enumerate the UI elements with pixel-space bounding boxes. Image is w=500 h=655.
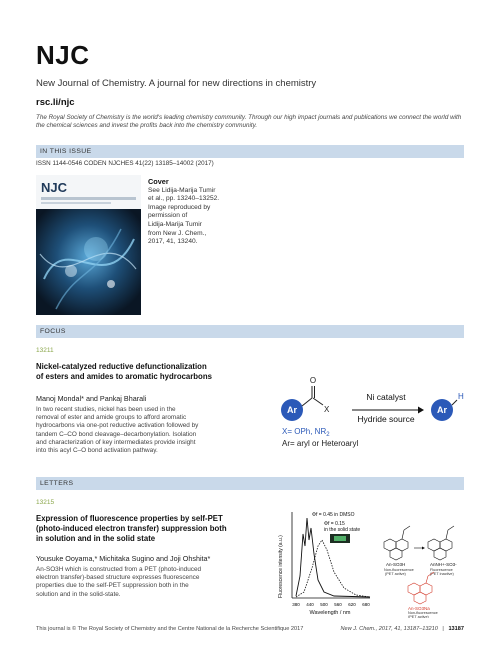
cover-line: et al., pp. 13240–13252. bbox=[148, 195, 220, 203]
footer-copyright: This journal is © The Royal Society of Chemistry and the Centre National de la Recherche Scientifique 2017 bbox=[36, 626, 304, 632]
cover-line: Lidija-Marija Tumir bbox=[148, 220, 202, 228]
mol3-desc: Non-fluorescence bbox=[408, 611, 438, 615]
catalyst-label: Ni catalyst bbox=[366, 392, 406, 402]
abstract-line: properties due to the self-PET suppression both in the bbox=[36, 582, 189, 590]
page-footer bbox=[36, 626, 464, 632]
mol2-name: AnNH+-SO3- bbox=[430, 562, 457, 567]
footer-page-number: 13187 bbox=[448, 626, 464, 632]
title-line: Nickel-catalyzed reductive defunctionalization bbox=[36, 362, 207, 371]
title-line: Expression of fluorescence properties by self-PET bbox=[36, 514, 223, 523]
abstract-line: hydrocarbons via one-pot reductive activation followed by bbox=[36, 422, 199, 430]
cover-title-bar bbox=[41, 202, 111, 204]
journal-url[interactable]: rsc.li/njc bbox=[36, 97, 75, 108]
abstract-line: solution and in the solid-state. bbox=[36, 590, 121, 598]
x-tick-label: 440 bbox=[306, 602, 314, 607]
section-band-in-this-issue: IN THIS ISSUE bbox=[36, 145, 464, 158]
focus-authors: Manoj Mondal* and Pankaj Bharali bbox=[36, 394, 147, 403]
phi-dmso-label: Φf = 0.45 in DMSO bbox=[312, 512, 355, 518]
bond-line bbox=[452, 400, 457, 405]
x-def-text: X= OPh, NR bbox=[282, 427, 327, 436]
solid-sample-glow bbox=[334, 536, 346, 541]
cover-heading: Cover bbox=[148, 177, 169, 186]
phi-solid-label-2: in the solid state bbox=[324, 527, 361, 533]
x-tick-label: 560 bbox=[334, 602, 342, 607]
ar-definition: Ar= aryl or Heteroaryl bbox=[282, 439, 359, 448]
product-ar-label: Ar bbox=[436, 405, 448, 415]
section-band-letters: LETTERS bbox=[36, 477, 464, 490]
focus-article-title[interactable] bbox=[36, 362, 276, 382]
leaving-group-x: X bbox=[324, 405, 330, 414]
letters-abstract bbox=[36, 566, 268, 599]
solid-spectrum bbox=[296, 540, 370, 597]
mol1-desc: Non-fluorescence bbox=[384, 568, 414, 572]
x-ticks bbox=[292, 602, 370, 607]
x-tick-label: 380 bbox=[292, 602, 300, 607]
title-line: (photo-induced electron transfer) suppression both bbox=[36, 524, 227, 533]
issue-meta: ISSN 1144-0546 CODEN NJCHES 41(22) 13185–14002 (2017) bbox=[36, 160, 214, 167]
mol2-desc: (PET inactive) bbox=[430, 572, 454, 576]
journal-full-name: New Journal of Chemistry. A journal for new directions in chemistry bbox=[36, 78, 317, 89]
letters-authors: Yousuke Ooyama,* Michitaka Sugino and Joji Ohshita* bbox=[36, 554, 211, 563]
focus-abstract bbox=[36, 406, 274, 455]
abstract-line: and characterization of key intermediates provide insight bbox=[36, 438, 196, 446]
abstract-line: removal of ester and amide groups to afford aromatic bbox=[36, 414, 187, 422]
section-band-focus: FOCUS bbox=[36, 325, 464, 338]
cover-caption bbox=[148, 178, 228, 247]
bond-line bbox=[313, 398, 323, 405]
abstract-line: In two recent studies, nickel has been used in the bbox=[36, 406, 176, 413]
cover-artwork bbox=[36, 209, 141, 315]
product-h-label: H bbox=[458, 392, 464, 401]
cover-line: from New J. Chem., bbox=[148, 229, 207, 237]
mol2-desc: Fluorescence bbox=[430, 568, 453, 572]
abstract-line: An-SO3H which is constructed from a PET (photo-induced bbox=[36, 566, 202, 573]
cover-logo: NJC bbox=[41, 180, 68, 195]
letters-page-number[interactable]: 13215 bbox=[36, 499, 55, 506]
fluorescence-figure bbox=[274, 506, 466, 618]
abstract-line: tandem C–CO bond cleavage–decarbonylation. Isolation bbox=[36, 430, 197, 438]
cover-line: permission of bbox=[148, 212, 188, 220]
focus-page-number[interactable]: 13211 bbox=[36, 347, 54, 354]
footer-citation: New J. Chem., 2017, 41, 13187–13210 bbox=[340, 626, 438, 632]
x-tick-label: 620 bbox=[348, 602, 356, 607]
cover-line: See Lidija-Marija Tumir bbox=[148, 186, 216, 194]
footer-citation-block bbox=[341, 626, 464, 632]
x-def-subscript: 2 bbox=[326, 432, 330, 438]
x-axis-label: Wavelength / nm bbox=[309, 610, 351, 616]
cover-line: Image reproduced by bbox=[148, 203, 211, 211]
molecule-an-so3h bbox=[384, 526, 410, 560]
bond-line bbox=[302, 398, 312, 406]
letters-article-title[interactable] bbox=[36, 514, 268, 544]
reaction-scheme bbox=[278, 372, 468, 450]
cover-line: 2017, 41, 13240. bbox=[148, 238, 198, 246]
x-definition bbox=[282, 427, 330, 438]
reaction-arrowhead bbox=[418, 407, 424, 414]
cover-image[interactable] bbox=[36, 175, 141, 315]
mol1-desc: (PET active) bbox=[385, 572, 406, 576]
molecule-annh-so3 bbox=[428, 526, 454, 560]
mol1-name: An-SO3H bbox=[386, 562, 406, 567]
x-tick-label: 500 bbox=[320, 602, 328, 607]
mol3-desc: (PET active) bbox=[408, 615, 429, 618]
y-axis-label: Fluorescence intensity (a.u.) bbox=[278, 535, 284, 598]
abstract-line: into this acyl C–O bond activation pathway. bbox=[36, 447, 158, 455]
journal-logo: NJC bbox=[36, 40, 90, 70]
mol3-name: An-SO3Na bbox=[408, 606, 430, 611]
footer-separator: | bbox=[442, 626, 444, 632]
abstract-line: electron transfer)-based structure expresses fluorescence bbox=[36, 574, 200, 582]
molecule-an-so3na bbox=[408, 572, 434, 604]
title-line: in solution and in the solid state bbox=[36, 534, 156, 543]
rsc-blurb: The Royal Society of Chemistry is the world's leading chemistry community. Through our high impact journals and publications we connect the world with the chemical sciences and invest the profits back into the chemistry community. bbox=[36, 114, 462, 130]
x-tick-label: 680 bbox=[362, 602, 370, 607]
cover-title-bar bbox=[41, 197, 136, 200]
carbonyl-oxygen: O bbox=[309, 376, 317, 385]
title-line: of esters and amides to aromatic hydrocarbons bbox=[36, 372, 212, 381]
hydride-label: Hydride source bbox=[357, 414, 415, 424]
equilibrium-arrowhead bbox=[422, 547, 425, 550]
reactant-ar-label: Ar bbox=[286, 405, 298, 415]
phi-solid-label: Φf = 0.15 bbox=[324, 521, 345, 527]
